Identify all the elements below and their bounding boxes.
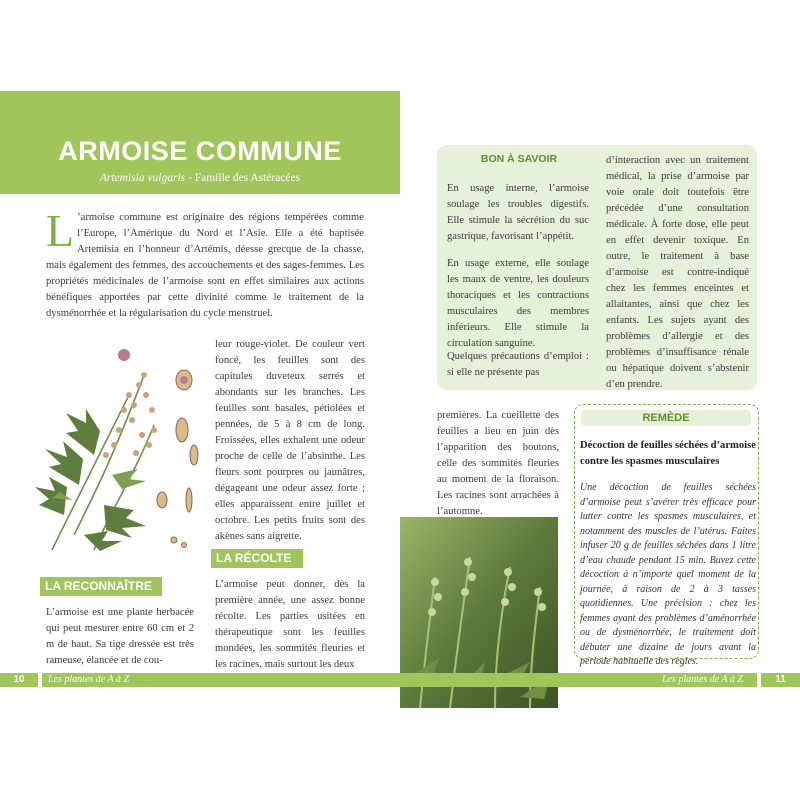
bon-paragraph-2: En usage externe, elle soulage les maux de ventre, les douleurs thoraciques et les contractions musculaires des membres inférieurs. Elle stimule la circulation sanguine. [447, 258, 589, 349]
bon-paragraph-3: Quelques précautions d’emploi : si elle ne présente pas [447, 351, 589, 378]
remede-box [574, 404, 759, 667]
recolte-continued: premières. La cueillette des feuilles a lieu en juin dès l’apparition des boutons, celle des sommités fleuries au moment de la floraison. Les racines sont arrachées à l’automne. [437, 410, 559, 517]
title-banner [0, 91, 400, 194]
reconnaitre-text: L’armoise est une plante herbacée qui peut mesurer entre 60 cm et 2 m de haut. Sa tige dressée est très rameuse, élancée et de cou- [46, 607, 194, 666]
bon-paragraph-1: En usage interne, l’armoise soulage les troubles digestifs. Elle stimule la sécrétion du suc gastrique, favorisant l’appétit. [447, 183, 589, 242]
botanical-illustration [34, 335, 209, 560]
reconnaitre-heading: LA RECONNAÎTRE [40, 577, 162, 596]
description-column: leur rouge-violet. De couleur vert foncé, les feuilles sont des capitules duveteux serrés et abondants sur les branches. Les feuilles sont basales, pétiolées et pennées, de 5 à 8 cm de long. Froissées, elles exhalent une odeur proche de celle de l’absinthe. Les fleurs sont pourpres ou jaunâtres, dégageant une odeur assez forte ; elles apparaissent entre juillet et octobre. Les petits fruits sont des akènes sans aigrette. [215, 339, 365, 542]
footer-text: Les plantes de A à Z [662, 674, 744, 685]
right-page [400, 0, 800, 800]
bon-a-savoir-box [437, 145, 757, 390]
subtitle [0, 172, 400, 184]
remede-text: Une décoction de feuilles séchées d’armoise peut s’avérer très efficace pour lutter contre les spasmes musculaires, et notamment des muscles de l’utérus. Faites infuser 20 g de feuilles séchées dans 1 litre d’eau chaude pendant 15 min. Buvez cette décoction à n’importe quel moment de la journée, à raison de 2 à 3 tasses quotidiennes. Une précision : chez les femmes ayant des problèmes d’aménorrhée ou de dysménorrhée, le traitement doit débuter une dizaine de jours avant la période habituelle des règles. [580, 482, 756, 667]
page-title: ARMOISE COMMUNE [58, 136, 342, 166]
intro-paragraph [46, 205, 364, 322]
remede-title: Décoction de feuilles séchées d’armoise contre les spasmes musculaires [580, 440, 756, 467]
drop-cap: L [46, 205, 75, 256]
bon-column-2: d’interaction avec un traitement médical, la prise d’armoise par voie orale doit toutefois être précédée d’une consultation médicale. À forte dose, elle peut en effet devenir toxique. En outre, le traitement à base d’armoise est contre-indiqué chez les femmes enceintes et allaitantes, ainsi que chez les enfants. Les sujets ayant des problèmes d’allergie et des problèmes d’insuffisance rénale ou hépatique doivent s’abstenir d’en prendre. [606, 155, 749, 390]
recolte-text: L’armoise peut donner, dès la première année, une assez bonne récolte. Les parties usitées en thérapeutique sont les feuilles mondées, les sommités fleuries et les racines, mais surtout les deux [215, 579, 365, 670]
recolte-heading: LA RÉCOLTE [211, 549, 303, 568]
intro-text: ’armoise commune est originaire des régions tempérées comme l’Europe, l’Amérique du Nord et l’Asie. Elle a été baptisée Artemisia en l’honneur d’Artémis, déesse grecque de la chasse, mais également des femmes, des accouchements et des sages-femmes. Les propriétés médicinales de l’armoise sont en effet similaires aux actions bénéfiques apportées par cette divinité comme le traitement de la dysménorrhée et la régularisation du cycle menstruel. [46, 212, 364, 319]
remede-heading: REMÈDE [581, 410, 751, 426]
latin-name: Artemisia vulgaris [99, 172, 186, 184]
page-number: 10 [13, 674, 25, 685]
page-number: 11 [775, 674, 786, 685]
footer-text: Les plantes de A à Z [48, 674, 130, 685]
family-name: - Famille des Astéracées [185, 172, 301, 184]
bon-a-savoir-heading: BON À SAVOIR [480, 153, 558, 165]
